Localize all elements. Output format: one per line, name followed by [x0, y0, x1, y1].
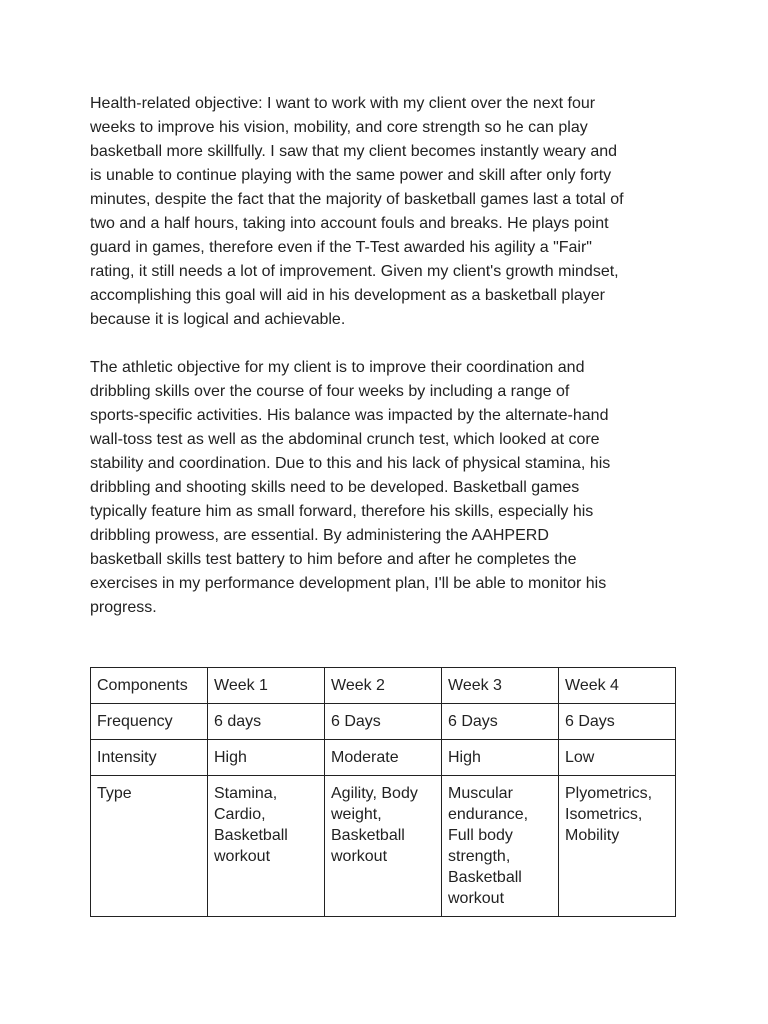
table-cell: Week 4 [559, 668, 676, 704]
table-row [91, 704, 676, 740]
table-cell: Frequency [91, 704, 208, 740]
table-cell: 6 Days [559, 704, 676, 740]
table-cell: Moderate [325, 740, 442, 776]
table-row [91, 776, 676, 917]
table-cell: Plyometrics, Isometrics, Mobility [559, 776, 676, 917]
table-cell: Agility, Body weight, Basketball workout [325, 776, 442, 917]
table-cell: Type [91, 776, 208, 917]
table-cell: Week 3 [442, 668, 559, 704]
table-cell: 6 days [208, 704, 325, 740]
health-objective-paragraph: Health-related objective: I want to work with my client over the next four weeks to improve his vision, mobility, and core strength so he can play basketball more skillfully. I saw that my client becomes instantly weary and is unable to continue playing with the same power and skill after only forty minutes, despite the fact that the majority of basketball games last a total of two and a half hours, taking into account fouls and breaks. He plays point guard in games, therefore even if the T-Test awarded his agility a "Fair" rating, it still needs a lot of improvement. Given my client's growth mindset, accomplishing this goal will aid in his development as a basketball player because it is logical and achievable. [90, 95, 624, 328]
table-header-row [91, 668, 676, 704]
table-cell: 6 Days [325, 704, 442, 740]
training-plan-table [90, 667, 676, 917]
athletic-objective-paragraph: The athletic objective for my client is to improve their coordination and dribbling skills over the course of four weeks by including a range of sports-specific activities. His balance was impacted by the alternate-hand wall-toss test as well as the abdominal crunch test, which looked at core stability and coordination. Due to this and his lack of physical stamina, his dribbling and shooting skills need to be developed. Basketball games typically feature him as small forward, therefore his skills, especially his dribbling prowess, are essential. By administering the AAHPERD basketball skills test battery to him before and after he completes the exercises in my performance development plan, I'll be able to monitor his progress. [90, 359, 611, 616]
table-cell: Week 1 [208, 668, 325, 704]
table-cell: 6 Days [442, 704, 559, 740]
table-cell: Components [91, 668, 208, 704]
table-row [91, 740, 676, 776]
table-cell: Intensity [91, 740, 208, 776]
table-cell: Low [559, 740, 676, 776]
table-cell: High [208, 740, 325, 776]
table-cell: Week 2 [325, 668, 442, 704]
document-body [90, 92, 680, 620]
table-cell: High [442, 740, 559, 776]
table-cell: Muscular endurance, Full body strength, Basketball workout [442, 776, 559, 917]
table-cell: Stamina, Cardio, Basketball workout [208, 776, 325, 917]
